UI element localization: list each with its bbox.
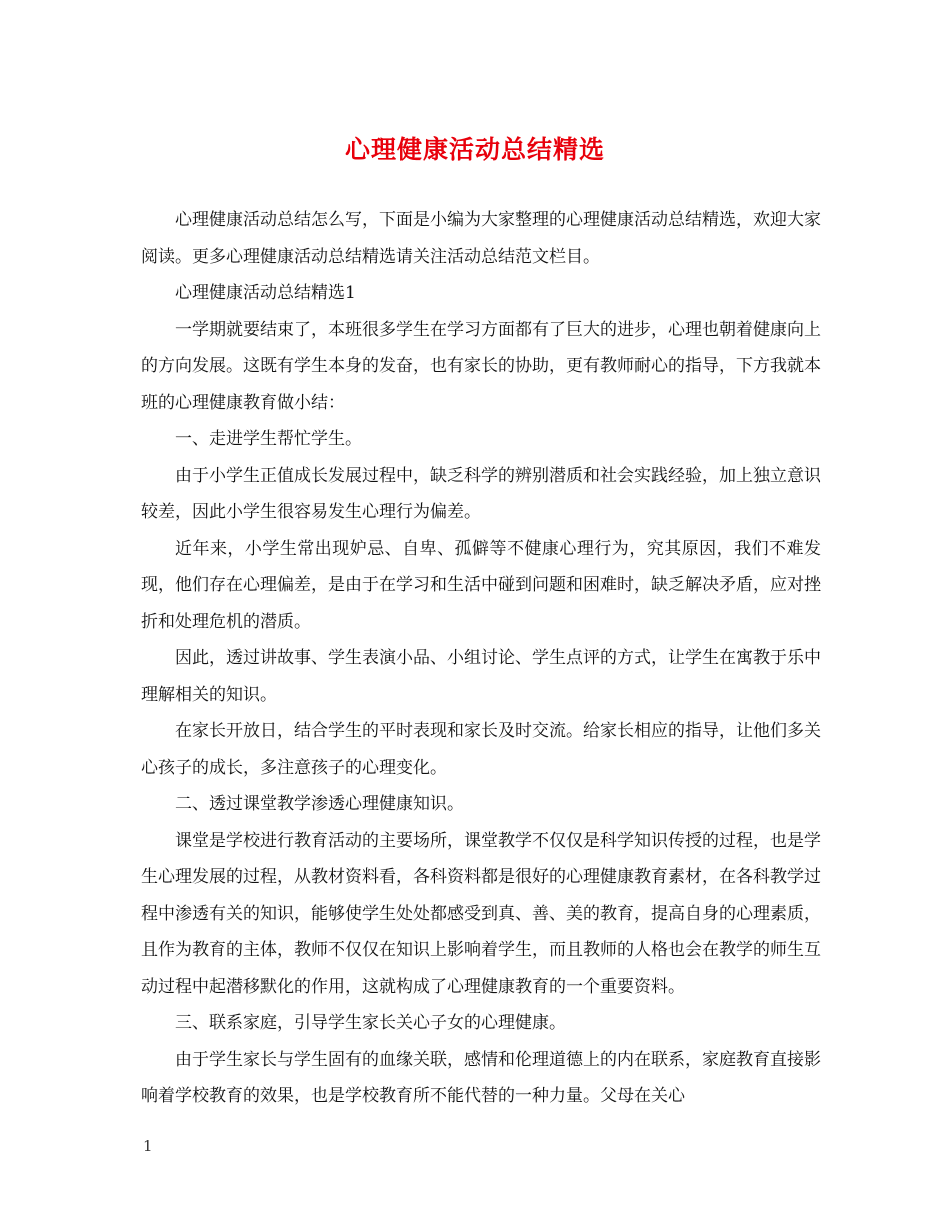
paragraph: 因此，透过讲故事、学生表演小品、小组讨论、学生点评的方式，让学生在寓教于乐中理解相关的知识。 xyxy=(141,648,821,705)
paragraph: 由于学生家长与学生固有的血缘关联，感情和伦理道德上的内在联系，家庭教育直接影响着学校教育的效果，也是学校教育所不能代替的一种力量。父母在关心 xyxy=(141,1049,821,1106)
paragraph: 由于小学生正值成长发展过程中，缺乏科学的辨别潜质和社会实践经验，加上独立意识较差，因此小学生很容易发生心理行为偏差。 xyxy=(141,465,821,522)
document-title: 心理健康活动总结精选 xyxy=(344,135,605,164)
paragraph: 一学期就要结束了，本班很多学生在学习方面都有了巨大的进步，心理也朝着健康向上的方向发展。这既有学生本身的发奋，也有家长的协助，更有教师耐心的指导，下方我就本班的心理健康教育做小结： xyxy=(141,319,821,413)
paragraph-heading-1: 一、走进学生帮忙学生。 xyxy=(175,429,362,449)
page-number: 1 xyxy=(143,1137,153,1155)
paragraph: 在家长开放日，结合学生的平时表现和家长及时交流。给家长相应的指导，让他们多关心孩子的成长，多注意孩子的心理变化。 xyxy=(141,721,821,778)
paragraph-section-heading: 心理健康活动总结精选1 xyxy=(175,283,356,303)
paragraph-heading-2: 二、透过课堂教学渗透心理健康知识。 xyxy=(175,794,464,814)
paragraph-heading-3: 三、联系家庭，引导学生家长关心子女的心理健康。 xyxy=(175,1013,566,1033)
paragraph: 近年来，小学生常出现妒忌、自卑、孤僻等不健康心理行为，究其原因，我们不难发现，他们存在心理偏差，是由于在学习和生活中碰到问题和困难时，缺乏解决矛盾，应对挫折和处理危机的潜质。 xyxy=(141,538,821,632)
document-body xyxy=(141,202,821,1115)
paragraph: 课堂是学校进行教育活动的主要场所，课堂教学不仅仅是科学知识传授的过程，也是学生心理发展的过程，从教材资料看，各科资料都是很好的心理健康教育素材，在各科教学过程中渗透有关的知识，能够使学生处处都感受到真、善、美的教育，提高自身的心理素质，且作为教育的主体，教师不仅仅在知识上影响着学生，而且教师的人格也会在教学的师生互动过程中起潜移默化的作用，这就构成了心理健康教育的一个重要资料。 xyxy=(141,830,821,997)
paragraph-intro: 心理健康活动总结怎么写，下面是小编为大家整理的心理健康活动总结精选，欢迎大家阅读。更多心理健康活动总结精选请关注活动总结范文栏目。 xyxy=(141,210,821,267)
